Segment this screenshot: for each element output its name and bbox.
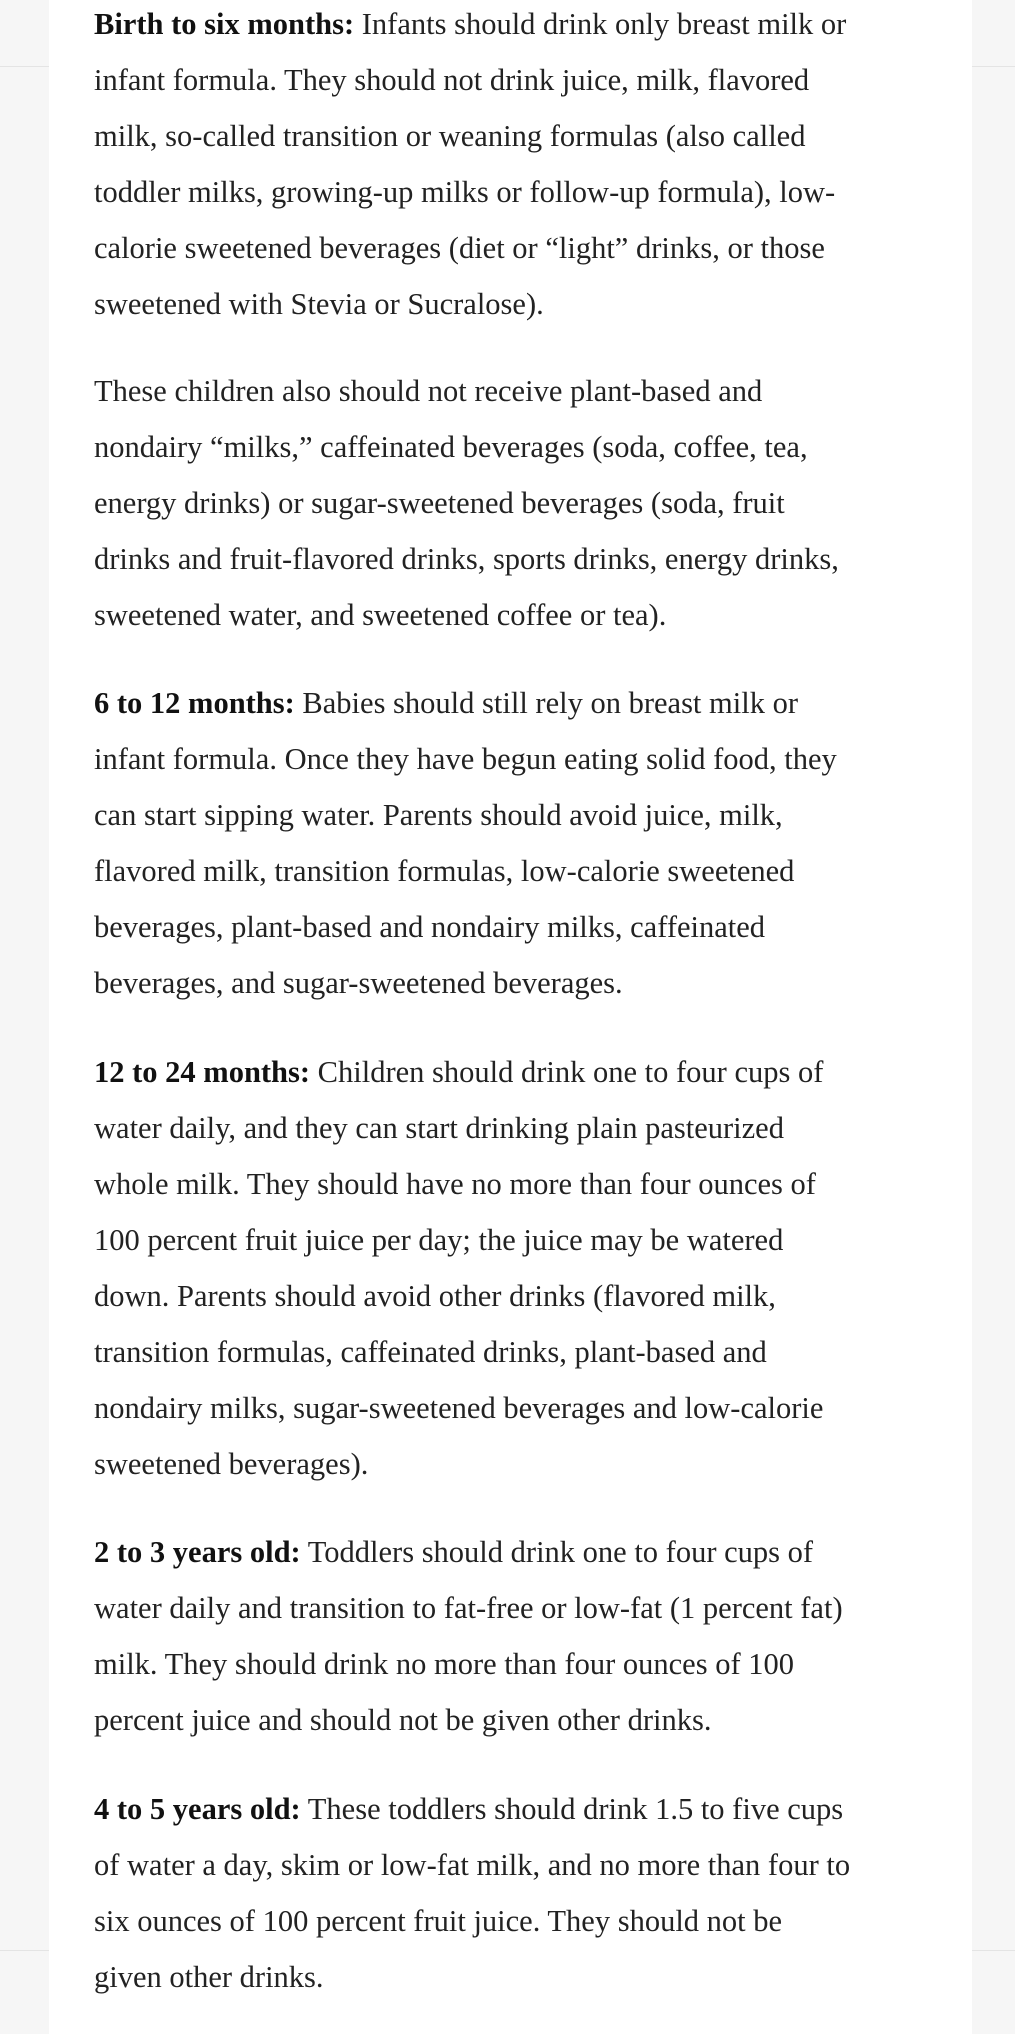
paragraph-6-to-12-months	[94, 675, 994, 1011]
paragraph-line: of water a day, skim or low-fat milk, and no more than four to	[94, 1848, 851, 1882]
paragraph-line: calorie sweetened beverages (diet or “light” drinks, or those	[94, 231, 825, 265]
paragraph-line: nondairy milks, sugar-sweetened beverages and low-calorie	[94, 1391, 824, 1425]
paragraph-line: milk, so-called transition or weaning formulas (also called	[94, 119, 806, 153]
paragraph-line: sweetened water, and sweetened coffee or tea).	[94, 598, 667, 632]
paragraph-line: can start sipping water. Parents should avoid juice, milk,	[94, 798, 783, 832]
left-gutter-divider-top	[0, 66, 49, 67]
paragraph-line: whole milk. They should have no more than four ounces of	[94, 1167, 816, 1201]
paragraph-birth-to-six-months	[94, 0, 994, 332]
paragraph-line: sweetened beverages).	[94, 1447, 369, 1481]
paragraph-12-to-24-months	[94, 1044, 994, 1492]
paragraph-line: Babies should still rely on breast milk or	[294, 686, 798, 720]
paragraph-line: sweetened with Stevia or Sucralose).	[94, 287, 544, 321]
paragraph-lead: Birth to six months:	[94, 7, 355, 41]
paragraph-line: nondairy “milks,” caffeinated beverages (soda, coffee, tea,	[94, 430, 808, 464]
paragraph-lead: 4 to 5 years old:	[94, 1792, 301, 1826]
paragraph-lead: 6 to 12 months:	[94, 686, 295, 720]
paragraph-line: six ounces of 100 percent fruit juice. They should not be	[94, 1904, 783, 1938]
paragraph-line: percent juice and should not be given other drinks.	[94, 1703, 712, 1737]
paragraph-line: transition formulas, caffeinated drinks, plant-based and	[94, 1335, 767, 1369]
paragraph-2-to-3-years	[94, 1524, 994, 1748]
paragraph-lead: 2 to 3 years old:	[94, 1535, 301, 1569]
paragraph-line: toddler milks, growing-up milks or follow-up formula), low-	[94, 175, 836, 209]
paragraph-line: Toddlers should drink one to four cups of	[300, 1535, 814, 1569]
article-body	[49, 0, 972, 2034]
paragraph-line: flavored milk, transition formulas, low-calorie sweetened	[94, 854, 795, 888]
paragraph-line: milk. They should drink no more than four ounces of 100	[94, 1647, 794, 1681]
paragraph-line: given other drinks.	[94, 1960, 324, 1994]
paragraph-also-should-not	[94, 363, 994, 643]
paragraph-line: drinks and fruit-flavored drinks, sports drinks, energy drinks,	[94, 542, 839, 576]
paragraph-line: down. Parents should avoid other drinks (flavored milk,	[94, 1279, 776, 1313]
paragraph-line: These children also should not receive plant-based and	[94, 374, 763, 408]
paragraph-line: beverages, and sugar-sweetened beverages.	[94, 966, 623, 1000]
paragraph-lead: 12 to 24 months:	[94, 1055, 311, 1089]
paragraph-4-to-5-years	[94, 1781, 994, 2005]
paragraph-line: beverages, plant-based and nondairy milks, caffeinated	[94, 910, 766, 944]
paragraph-line: water daily and transition to fat-free or low-fat (1 percent fat)	[94, 1591, 843, 1625]
paragraph-line: infant formula. They should not drink juice, milk, flavored	[94, 63, 810, 97]
paragraph-line: These toddlers should drink 1.5 to five cups	[300, 1792, 844, 1826]
paragraph-line: Infants should drink only breast milk or	[354, 7, 847, 41]
left-gutter-divider-bottom	[0, 1950, 49, 1951]
paragraph-line: energy drinks) or sugar-sweetened beverages (soda, fruit	[94, 486, 785, 520]
paragraph-line: water daily, and they can start drinking plain pasteurized	[94, 1111, 784, 1145]
paragraph-line: Children should drink one to four cups of	[310, 1055, 824, 1089]
paragraph-line: 100 percent fruit juice per day; the juice may be watered	[94, 1223, 784, 1257]
paragraph-line: infant formula. Once they have begun eating solid food, they	[94, 742, 837, 776]
